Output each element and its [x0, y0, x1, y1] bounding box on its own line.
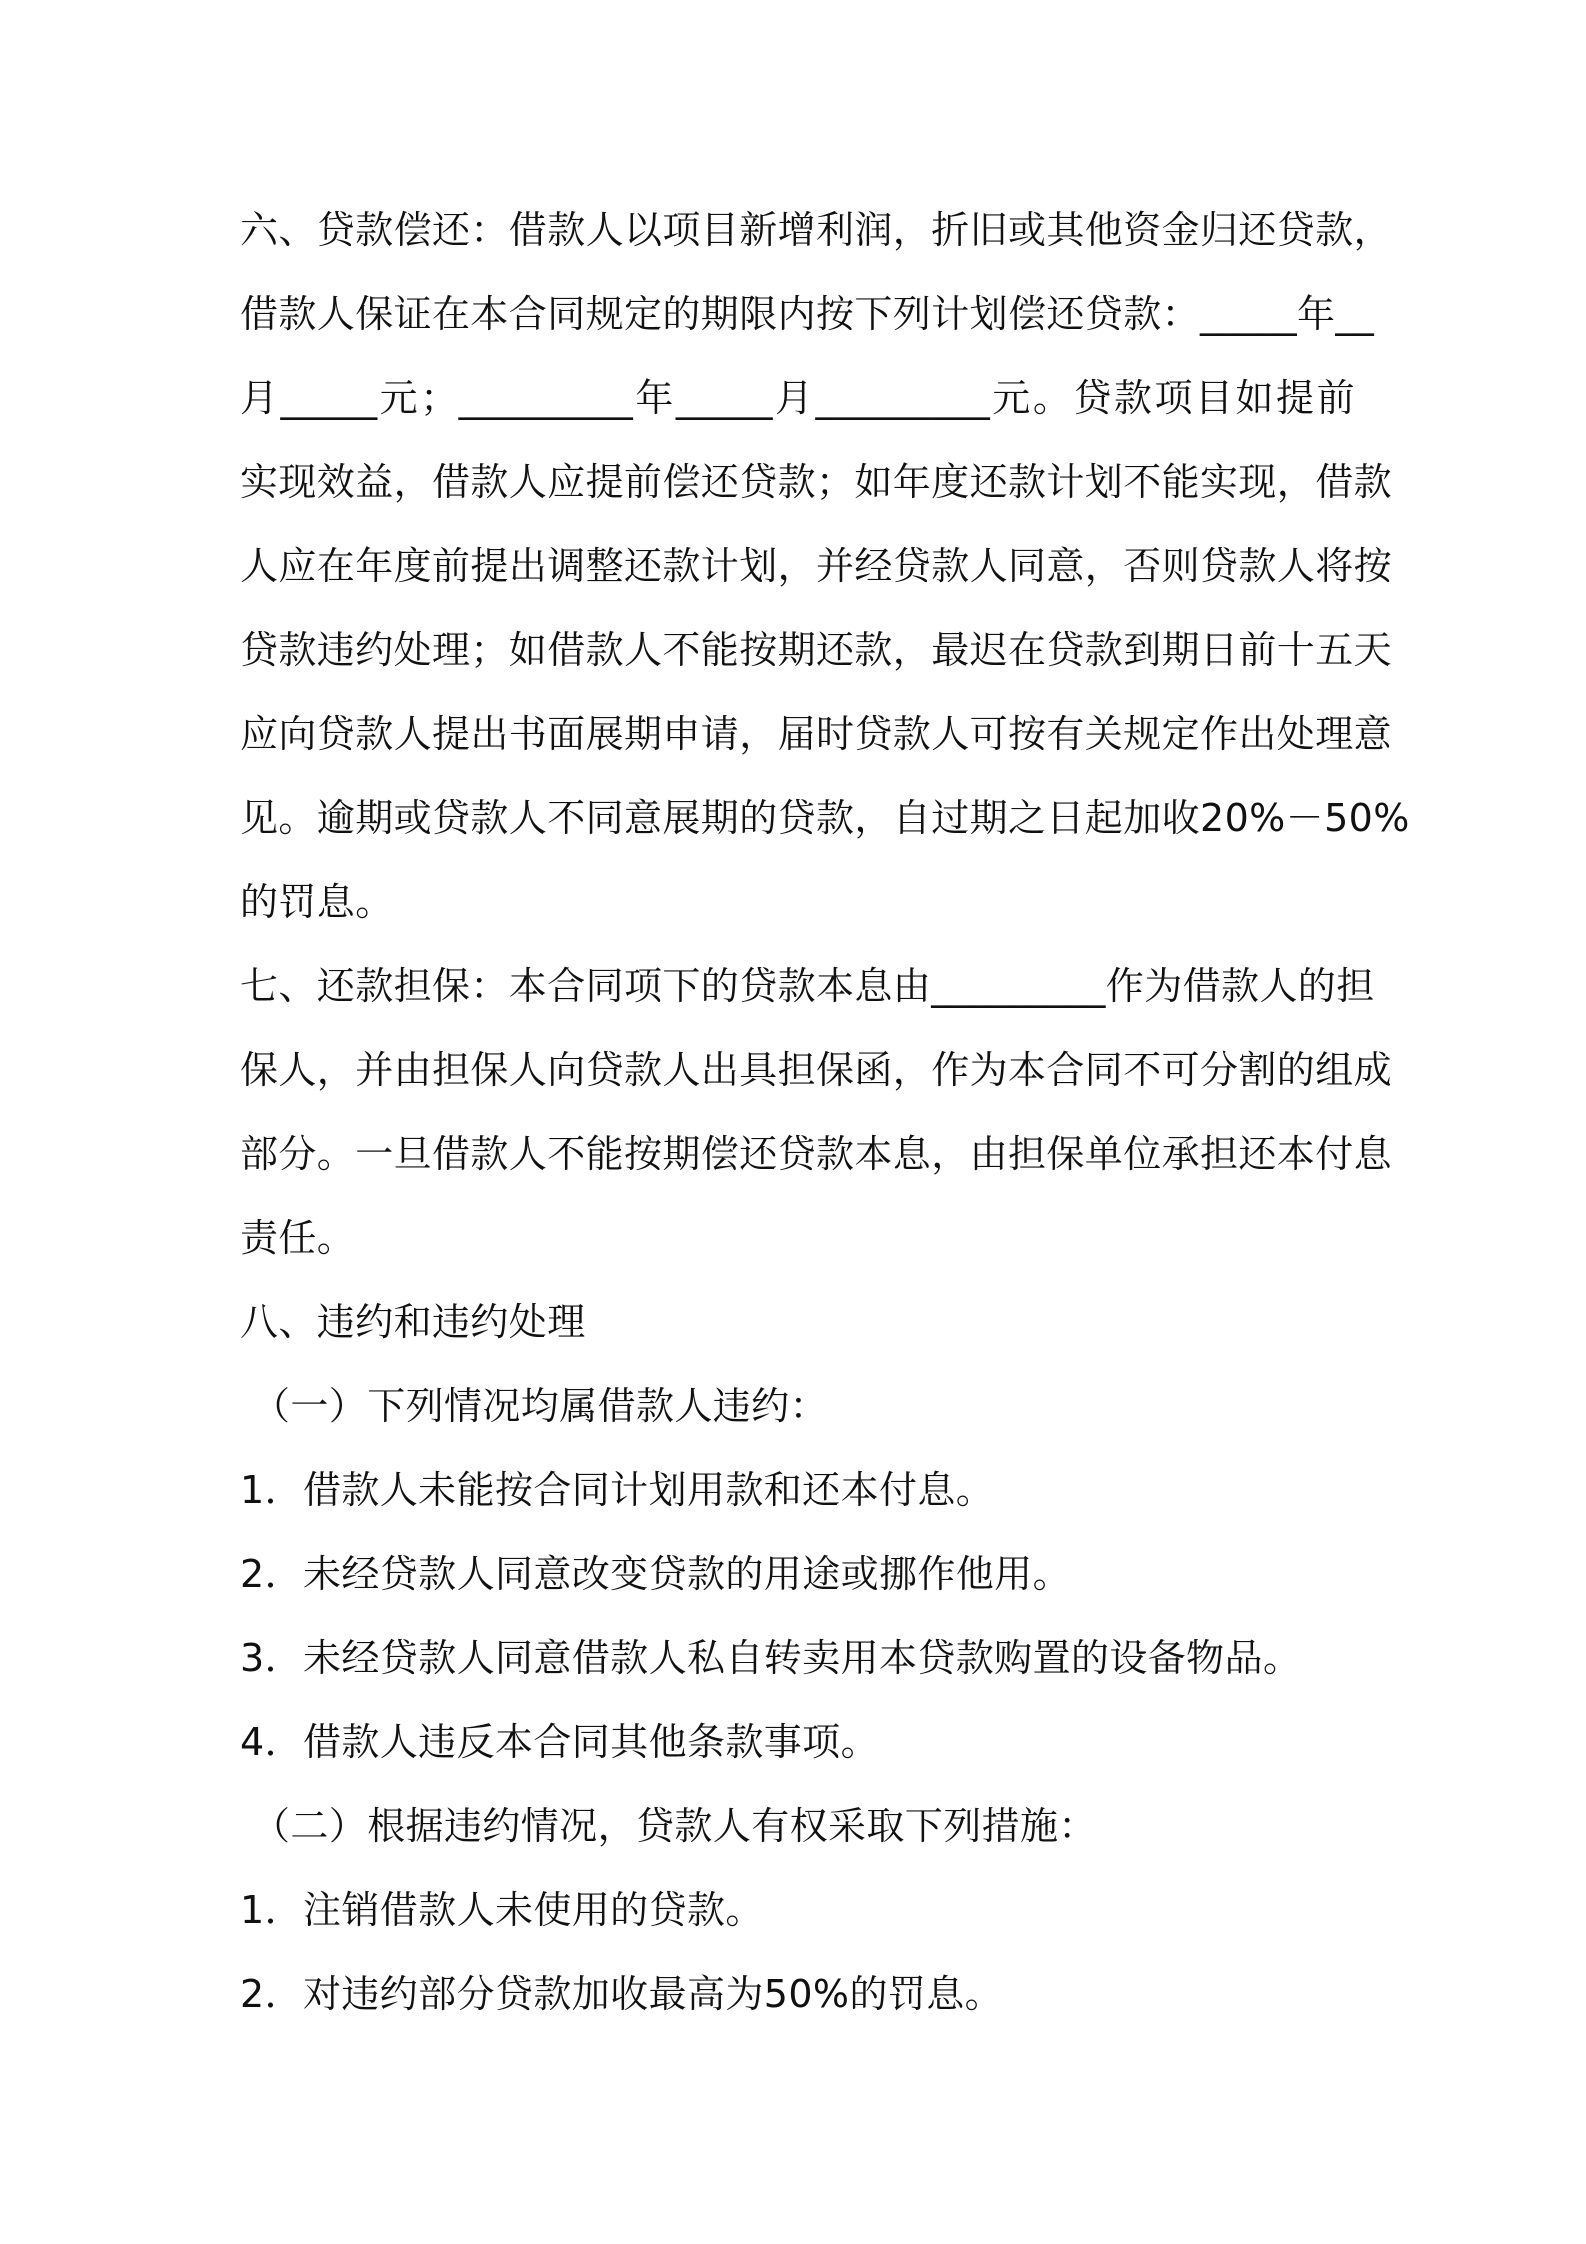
list-item: 3．未经贷款人同意借款人私自转卖用本贷款购置的设备物品。 [240, 1636, 1302, 1680]
subsection-2-heading: （二）根据违约情况，贷款人有权采取下列措施： [252, 1804, 1097, 1848]
section-6-line-5: 人应在年度前提出调整还款计划，并经贷款人同意，否则贷款人将按 [240, 544, 1393, 588]
section-6-line-6: 贷款违约处理；如借款人不能按期还款，最迟在贷款到期日前十五天 [240, 628, 1393, 672]
section-7-line-3: 部分。一旦借款人不能按期偿还贷款本息，由担保单位承担还本付息 [240, 1132, 1393, 1176]
section-7-line-4: 责任。 [240, 1216, 356, 1260]
subsection-1-heading: （一）下列情况均属借款人违约： [252, 1384, 829, 1428]
section-6-line-7: 应向贷款人提出书面展期申请，届时贷款人可按有关规定作出处理意 [240, 712, 1393, 756]
section-8-heading: 八、违约和违约处理 [240, 1300, 586, 1344]
section-6-line-9: 的罚息。 [240, 880, 394, 924]
section-6-line-8: 见。逾期或贷款人不同意展期的贷款，自过期之日起加收20%－50% [240, 796, 1410, 840]
list-item: 2．未经贷款人同意改变贷款的用途或挪作他用。 [240, 1552, 1071, 1596]
list-item: 4．借款人违反本合同其他条款事项。 [240, 1720, 879, 1764]
section-6-line-2: 借款人保证在本合同规定的期限内按下列计划偿还贷款：_____年__ [240, 292, 1375, 336]
section-7-line-1: 七、还款担保：本合同项下的贷款本息由_________作为借款人的担 [240, 964, 1375, 1008]
section-6-line-3: 月_____元；_________年_____月_________元。贷款项目如提前 [240, 376, 1355, 420]
list-item: 2．对违约部分贷款加收最高为50%的罚息。 [240, 1972, 1004, 2016]
list-item: 1．借款人未能按合同计划用款和还本付息。 [240, 1468, 995, 1512]
section-6-line-1: 六、贷款偿还：借款人以项目新增利润，折旧或其他资金归还贷款， [240, 208, 1393, 252]
section-7-line-2: 保人，并由担保人向贷款人出具担保函，作为本合同不可分割的组成 [240, 1048, 1393, 1092]
list-item: 1．注销借款人未使用的贷款。 [240, 1888, 764, 1932]
section-6-line-4: 实现效益，借款人应提前偿还贷款；如年度还款计划不能实现，借款 [240, 460, 1393, 504]
